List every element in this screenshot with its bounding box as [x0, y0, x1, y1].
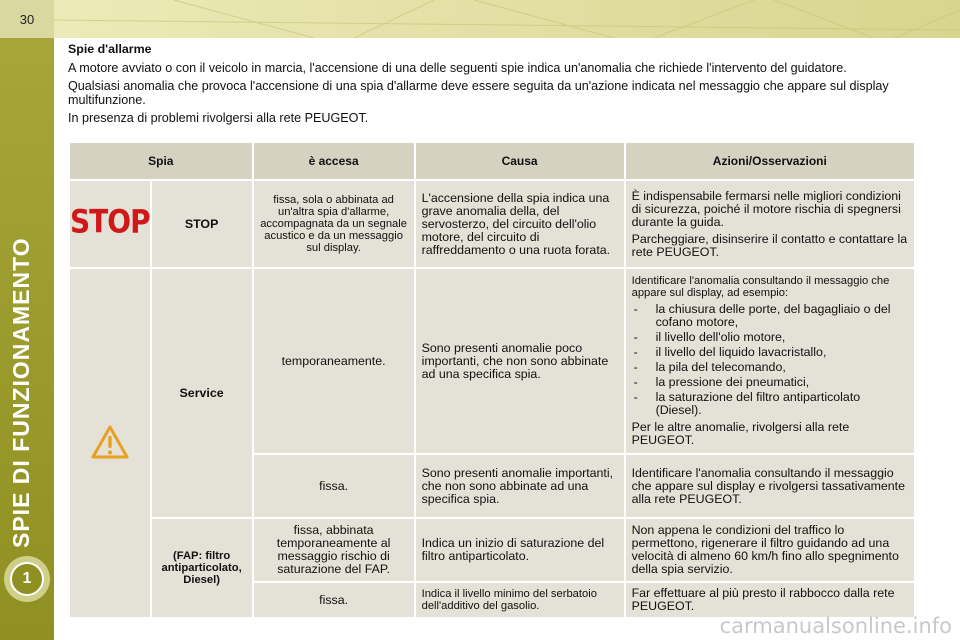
header-azioni: Azioni/Osservazioni — [626, 143, 914, 179]
list-item: - la pressione dei pneumatici, — [632, 376, 908, 389]
azioni-fap2: Far effettuare al più presto il rabbocco dalla rete PEUGEOT. — [626, 583, 914, 617]
intro-paragraph: In presenza di problemi rivolgersi alla rete PEUGEOT. — [68, 111, 369, 125]
chapter-badge — [4, 556, 50, 602]
accesa-service-fissa: fissa. — [254, 455, 414, 517]
intro-section — [68, 42, 918, 129]
header-band — [54, 0, 960, 38]
accesa-fap1: fissa, abbinata temporaneamente al messaggio rischio di saturazione del FAP. — [254, 519, 414, 581]
anomaly-list — [632, 303, 908, 417]
table-row — [70, 181, 914, 267]
causa-service-temp: Sono presenti anomalie poco importanti, che non sono abbinate ad una specifica spia. — [416, 269, 624, 453]
causa-fap2: Indica il livello minimo del serbatoio dell'additivo del gasolio. — [416, 583, 624, 617]
azioni-service-temp — [626, 269, 914, 453]
table-row — [70, 519, 914, 581]
intro-paragraph: A motore avviato o con il veicolo in marcia, l'accensione di una delle seguenti spie indica un'anomalia che richiede l'intervento del guidatore. — [68, 61, 847, 75]
header-spia: Spia — [70, 143, 252, 179]
accesa-service-temp: temporaneamente. — [254, 269, 414, 453]
causa-stop: L'accensione della spia indica una grave anomalia della, del servosterzo, del circuito dell'olio motore, del circuito di raffreddamento o una ruota forata. — [416, 181, 624, 267]
accesa-fap2: fissa. — [254, 583, 414, 617]
table-header-row — [70, 143, 914, 179]
causa-fap1: Indica un inizio di saturazione del filtro antiparticolato. — [416, 519, 624, 581]
header-causa: Causa — [416, 143, 624, 179]
azioni-outro: Per le altre anomalie, rivolgersi alla rete PEUGEOT. — [631, 420, 850, 447]
spia-stop: STOP — [152, 181, 252, 267]
sidebar — [0, 0, 54, 640]
spia-fap: (FAP: filtro antiparticolato, Diesel) — [152, 519, 252, 617]
stop-icon-cell — [70, 181, 150, 267]
azioni-intro: Identificare l'anomalia consultando il messaggio che appare sul display, ad esempio: — [631, 275, 890, 299]
header-accesa: è accesa — [254, 143, 414, 179]
table-row — [70, 269, 914, 453]
watermark: carmanualsonline.info — [719, 614, 952, 638]
causa-service-fissa: Sono presenti anomalie importanti, che non sono abbinate ad una specifica spia. — [416, 455, 624, 517]
page-number — [0, 0, 54, 38]
list-item: - il livello dell'olio motore, — [632, 331, 908, 344]
page-number-text: 30 — [19, 11, 35, 27]
azioni-service-fissa: Identificare l'anomalia consultando il messaggio che appare sul display e rivolgersi tassativamente alla rete PEUGEOT. — [626, 455, 914, 517]
warning-triangle-icon — [90, 424, 130, 460]
azioni-stop — [626, 181, 914, 267]
spia-service: Service — [152, 269, 252, 517]
stop-icon: STOP — [70, 202, 150, 240]
header-decoration — [54, 0, 960, 38]
intro-paragraph: Qualsiasi anomalia che provoca l'accensione di una spia d'allarme deve essere seguita da un'azione indicata nel messaggio che appare sul display multifunzione. — [68, 79, 889, 107]
warning-lights-table — [68, 141, 916, 619]
list-item: - la pila del telecomando, — [632, 361, 908, 374]
azioni-fap1: Non appena le condizioni del traffico lo permettono, rigenerare il filtro guidando ad una velocità di almeno 60 km/h fino allo spegnimento della spia servizio. — [626, 519, 914, 581]
azioni-text: È indispensabile fermarsi nelle migliori condizioni di sicurezza, poiché il motore rischia di spegnersi durante la guida. — [631, 188, 901, 229]
list-item: - il livello del liquido lavacristallo, — [632, 346, 908, 359]
chapter-title: SPIE DI FUNZIONAMENTO — [8, 237, 34, 548]
azioni-text: Parcheggiare, disinserire il contatto e contattare la rete PEUGEOT. — [631, 231, 908, 259]
chapter-number: 1 — [10, 562, 44, 596]
section-heading: Spie d'allarme — [68, 42, 152, 56]
warning-icon-cell — [70, 269, 150, 617]
list-item: - la saturazione del filtro antiparticolato (Diesel). — [632, 391, 908, 417]
accesa-stop: fissa, sola o abbinata ad un'altra spia d'allarme, accompagnata da un segnale acustico e da un messaggio sul display. — [254, 181, 414, 267]
list-item: - la chiusura delle porte, del bagagliaio o del cofano motore, — [632, 303, 908, 329]
